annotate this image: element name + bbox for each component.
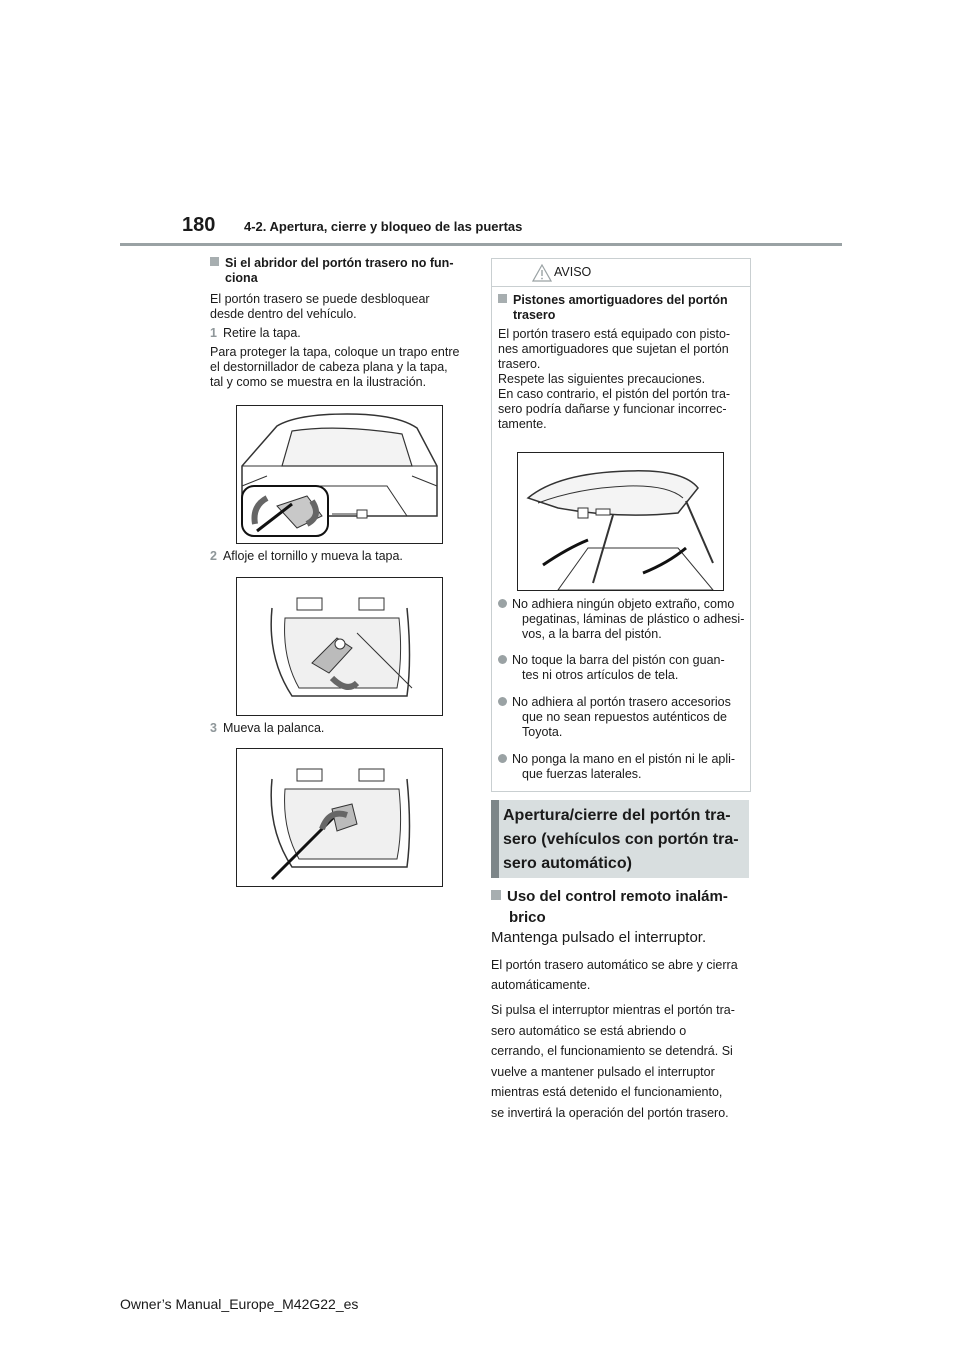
warning-body — [498, 327, 746, 432]
left-heading — [210, 256, 470, 286]
paragraph-2-line: mientras está detenido el funcionamiento, — [491, 1085, 723, 1099]
warning-bullet-line: vos, a la barra del pistón. — [522, 627, 662, 641]
circle-bullet-icon — [498, 697, 507, 706]
paragraph-2-line: sero automático se está abriendo o — [491, 1023, 687, 1038]
warning-triangle-icon — [532, 264, 552, 282]
warning-body-line: sero podría dañarse y funcionar incorrec- — [498, 402, 727, 416]
section-heading — [503, 804, 749, 876]
warning-bullet — [498, 695, 754, 740]
step-2 — [210, 549, 470, 564]
warning-header — [492, 259, 750, 287]
square-bullet-icon — [498, 294, 507, 303]
step-1-detail-line3: tal y como se muestra en la ilustración. — [210, 375, 427, 389]
section-heading-line1: Apertura/cierre del portón tra- — [503, 807, 731, 824]
paragraph-1 — [491, 955, 761, 995]
step-2-number: 2 — [210, 549, 217, 563]
sub-heading-line1: Uso del control remoto inalám- — [507, 888, 728, 905]
warning-label: AVISO — [554, 265, 592, 279]
step-1-detail-line2: el destornillador de cabeza plana y la tapa, — [210, 360, 448, 374]
intro-text — [210, 292, 470, 322]
warning-bullet-line: que fuerzas laterales. — [522, 767, 642, 781]
step-3 — [210, 721, 470, 736]
section-heading-block — [491, 800, 749, 878]
tailgate-pistons-illustration — [518, 453, 723, 590]
paragraph-2-line: se invertirá la operación del portón trasero. — [491, 1105, 729, 1120]
paragraph-2-line: Si pulsa el interruptor mientras el portón tra- — [491, 1003, 735, 1017]
warning-bullet-line: que no sean repuestos auténticos de — [522, 710, 728, 724]
warning-bullet — [498, 653, 754, 683]
warning-body-line: nes amortiguadores que sujetan el portón — [498, 342, 729, 356]
step-1-detail-line1: Para proteger la tapa, coloque un trapo entre — [210, 345, 460, 359]
paragraph-2-line: cerrando, el funcionamiento se detendrá. Si — [491, 1044, 733, 1058]
warning-body-line: El portón trasero está equipado con pisto- — [498, 327, 731, 341]
lead-text: Mantenga pulsado el interruptor. — [491, 929, 707, 946]
section-heading-line3: sero automático) — [503, 855, 632, 872]
footer-text: Owner’s Manual_Europe_M42G22_es — [120, 1296, 359, 1312]
paragraph-2 — [491, 1000, 761, 1123]
warning-heading — [498, 293, 746, 323]
step-1 — [210, 326, 470, 341]
step-3-number: 3 — [210, 721, 217, 735]
cover-screw-illustration — [237, 578, 442, 715]
section-title: 4-2. Apertura, cierre y bloqueo de las puertas — [244, 219, 523, 234]
warning-body-line: tamente. — [498, 417, 547, 431]
page-number: 180 — [182, 214, 216, 236]
warning-bullet-line: No toque la barra del pistón con guan- — [512, 653, 725, 667]
step-1-detail — [210, 345, 480, 390]
warning-bullet-line: pegatinas, láminas de plástico o adhesi- — [522, 612, 745, 626]
header-divider — [120, 243, 842, 246]
warning-bullet-line: No adhiera ningún objeto extraño, como — [512, 597, 735, 611]
warning-bullet-line: tes ni otros artículos de tela. — [522, 668, 679, 682]
warning-bullet-line: No adhiera al portón trasero accesorios — [512, 695, 731, 709]
figure-damper-pistons — [517, 452, 724, 591]
paragraph-2-line: vuelve a mantener pulsado el interruptor — [491, 1064, 715, 1079]
sub-heading-line2: brico — [509, 909, 546, 926]
circle-bullet-icon — [498, 655, 507, 664]
intro-line1: El portón trasero se puede desbloquear — [210, 292, 430, 306]
step-1-text: Retire la tapa. — [222, 326, 301, 340]
warning-bullet — [498, 597, 754, 642]
lever-illustration — [237, 749, 442, 886]
intro-line2: desde dentro del vehículo. — [210, 307, 357, 321]
sub-heading — [491, 886, 751, 928]
paragraph-1-line: El portón trasero automático se abre y cierra — [491, 958, 738, 972]
warning-heading-line1: Pistones amortiguadores del portón — [513, 293, 728, 307]
left-heading-line2: ciona — [225, 271, 258, 285]
section-heading-bar — [491, 800, 499, 878]
warning-body-line: En caso contrario, el pistón del portón tra- — [498, 387, 731, 401]
circle-bullet-icon — [498, 754, 507, 763]
warning-heading-line2: trasero — [513, 308, 556, 322]
section-heading-line2: sero (vehículos con portón tra- — [503, 831, 739, 848]
square-bullet-icon — [491, 890, 501, 900]
step-2-text: Afloje el tornillo y mueva la tapa. — [222, 549, 403, 563]
step-3-text: Mueva la palanca. — [222, 721, 325, 735]
warning-bullet-line: Toyota. — [522, 725, 563, 739]
warning-body-line: Respete las siguientes precauciones. — [498, 372, 706, 386]
paragraph-1-line: automáticamente. — [491, 978, 591, 992]
figure-move-lever — [236, 748, 443, 887]
warning-bullet — [498, 752, 754, 782]
step-1-number: 1 — [210, 326, 217, 340]
left-heading-line1: Si el abridor del portón trasero no fun- — [225, 256, 454, 270]
square-bullet-icon — [210, 257, 219, 266]
warning-body-line: trasero. — [498, 357, 541, 371]
figure-remove-cover — [236, 405, 443, 544]
warning-box — [491, 258, 751, 792]
tailgate-interior-illustration — [237, 406, 442, 543]
figure-loosen-screw — [236, 577, 443, 716]
warning-bullet-line: No ponga la mano en el pistón ni le apli- — [512, 752, 736, 766]
circle-bullet-icon — [498, 599, 507, 608]
